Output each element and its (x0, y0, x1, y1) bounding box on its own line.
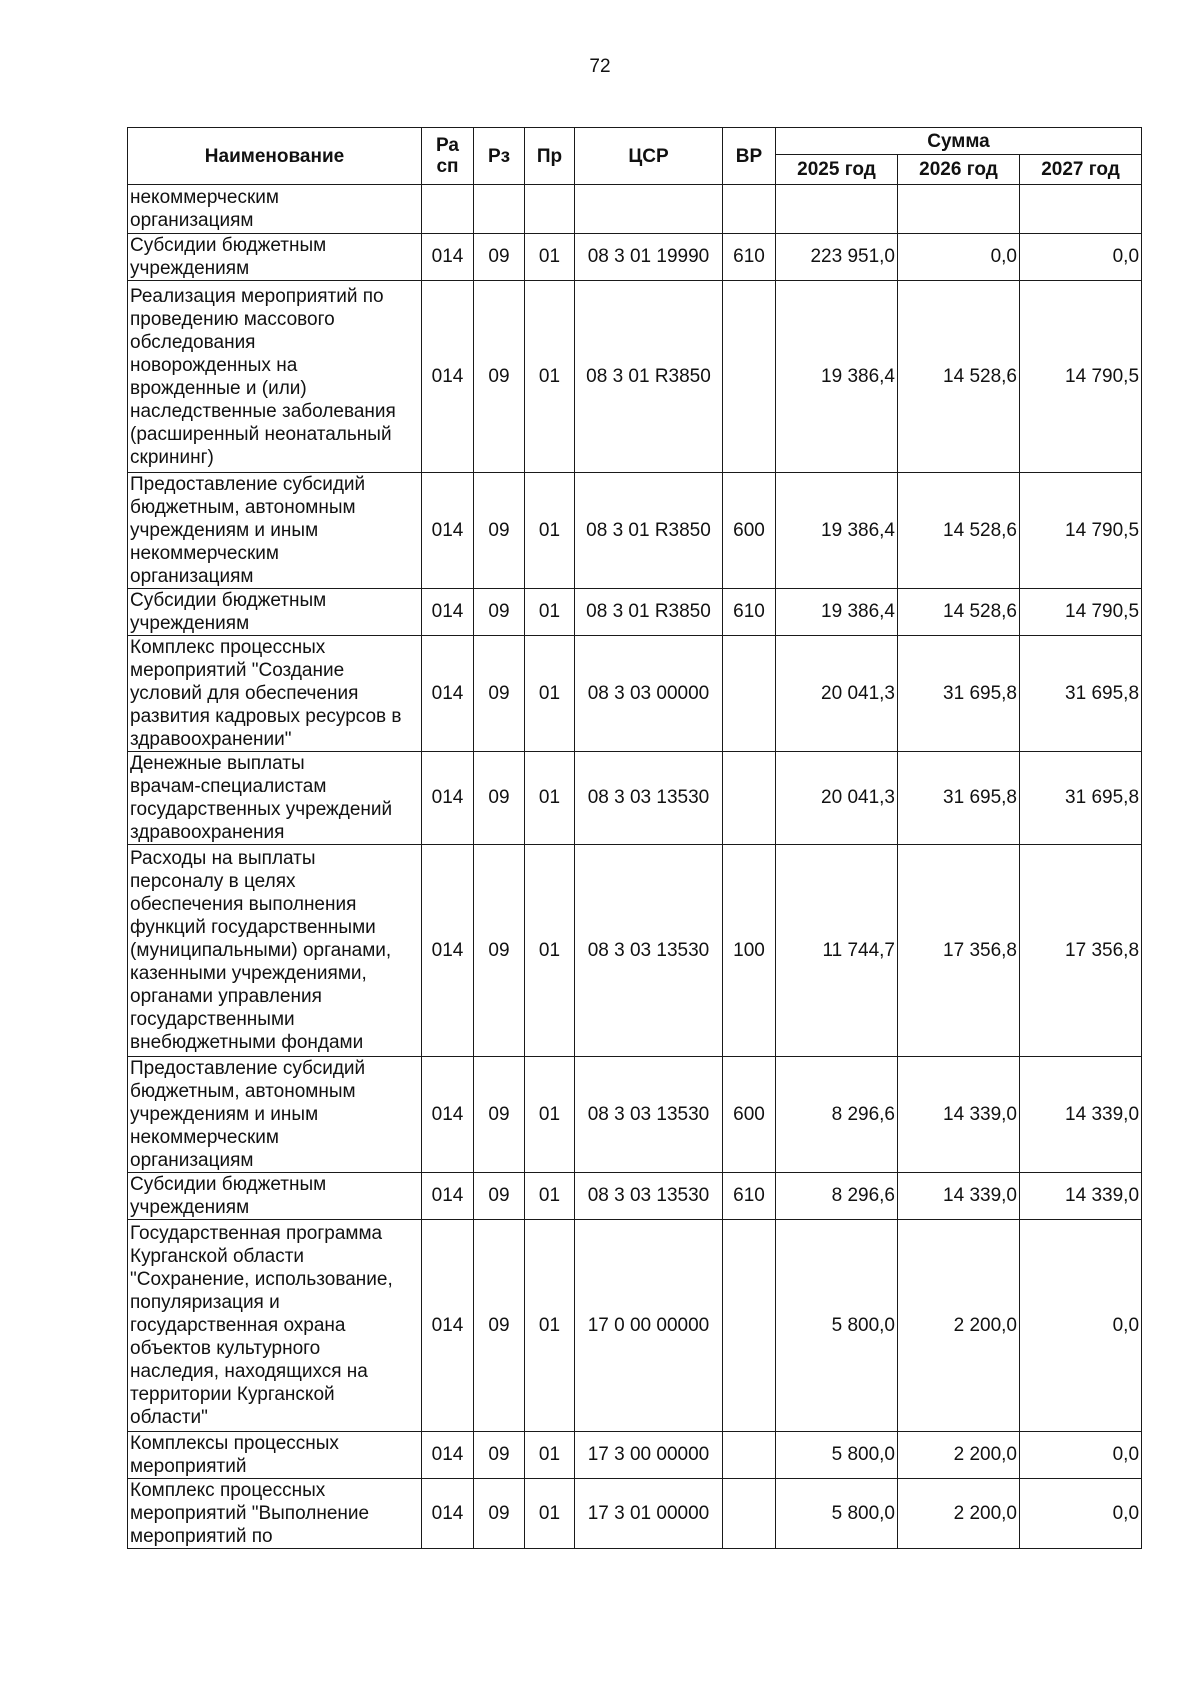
row-vr: 610 (723, 589, 776, 636)
row-vr (723, 1479, 776, 1549)
header-rz: Рз (474, 128, 525, 185)
row-amount-2027: 0,0 (1020, 234, 1142, 281)
row-rasp: 014 (422, 1432, 474, 1479)
row-amount-2025: 20 041,3 (776, 636, 898, 752)
row-vr (723, 185, 776, 234)
row-amount-2027: 31 695,8 (1020, 752, 1142, 845)
row-amount-2026: 14 528,6 (898, 589, 1020, 636)
row-pr: 01 (525, 752, 575, 845)
row-pr: 01 (525, 281, 575, 473)
row-amount-2027: 14 790,5 (1020, 281, 1142, 473)
row-amount-2026: 14 528,6 (898, 281, 1020, 473)
row-vr: 610 (723, 1173, 776, 1220)
table-row (128, 281, 1142, 473)
row-rasp: 014 (422, 1220, 474, 1432)
row-name: Субсидии бюджетным учреждениям (128, 589, 422, 636)
row-name: Комплекс процессных мероприятий "Создание условий для обеспечения развития кадровых ресурсов в здравоохранении" (128, 636, 422, 752)
row-rasp: 014 (422, 473, 474, 589)
row-pr: 01 (525, 1220, 575, 1432)
header-vr: ВР (723, 128, 776, 185)
row-pr: 01 (525, 1057, 575, 1173)
row-rasp: 014 (422, 589, 474, 636)
row-amount-2027: 31 695,8 (1020, 636, 1142, 752)
row-rz: 09 (474, 1057, 525, 1173)
row-name: некоммерческим организациям (128, 185, 422, 234)
row-pr: 01 (525, 589, 575, 636)
header-year-2027: 2027 год (1020, 155, 1142, 185)
row-rasp: 014 (422, 752, 474, 845)
row-rz: 09 (474, 234, 525, 281)
row-amount-2027: 14 339,0 (1020, 1173, 1142, 1220)
row-vr (723, 1432, 776, 1479)
row-rz: 09 (474, 845, 525, 1057)
row-pr: 01 (525, 845, 575, 1057)
header-year-2026: 2026 год (898, 155, 1020, 185)
row-name: Субсидии бюджетным учреждениям (128, 234, 422, 281)
row-amount-2026: 31 695,8 (898, 752, 1020, 845)
row-amount-2027: 14 790,5 (1020, 589, 1142, 636)
row-name: Реализация мероприятий по проведению массового обследования новорожденных на врожденные и (или) наследственные заболевания (расширенный неонатальный скрининг) (128, 281, 422, 473)
row-vr: 100 (723, 845, 776, 1057)
table-row (128, 185, 1142, 234)
table-body (128, 185, 1142, 1549)
row-name: Денежные выплаты врачам-специалистам государственных учреждений здравоохранения (128, 752, 422, 845)
row-name: Государственная программа Курганской области "Сохранение, использование, популяризация и государственная охрана объектов культурного наследия, находящихся на территории Курганской области" (128, 1220, 422, 1432)
row-rz: 09 (474, 281, 525, 473)
row-amount-2025: 223 951,0 (776, 234, 898, 281)
row-amount-2026: 2 200,0 (898, 1479, 1020, 1549)
row-rasp: 014 (422, 1173, 474, 1220)
row-amount-2025: 20 041,3 (776, 752, 898, 845)
header-year-2025: 2025 год (776, 155, 898, 185)
header-csr: ЦСР (575, 128, 723, 185)
header-rasp: Ра сп (422, 128, 474, 185)
row-amount-2027: 14 339,0 (1020, 1057, 1142, 1173)
row-amount-2027 (1020, 185, 1142, 234)
row-name: Комплексы процессных мероприятий (128, 1432, 422, 1479)
row-rasp: 014 (422, 1057, 474, 1173)
row-rasp (422, 185, 474, 234)
row-rz: 09 (474, 636, 525, 752)
row-vr (723, 636, 776, 752)
row-csr: 08 3 01 19990 (575, 234, 723, 281)
row-rasp: 014 (422, 845, 474, 1057)
table-row (128, 636, 1142, 752)
table-row (128, 1220, 1142, 1432)
row-rz (474, 185, 525, 234)
row-name: Предоставление субсидий бюджетным, автономным учреждениям и иным некоммерческим организациям (128, 473, 422, 589)
row-pr (525, 185, 575, 234)
table-row (128, 752, 1142, 845)
table-row (128, 1057, 1142, 1173)
row-amount-2026: 31 695,8 (898, 636, 1020, 752)
row-amount-2026: 2 200,0 (898, 1432, 1020, 1479)
row-amount-2025: 8 296,6 (776, 1173, 898, 1220)
row-csr: 08 3 03 13530 (575, 1173, 723, 1220)
row-csr: 17 3 00 00000 (575, 1432, 723, 1479)
row-pr: 01 (525, 234, 575, 281)
row-amount-2025: 5 800,0 (776, 1432, 898, 1479)
row-amount-2027: 14 790,5 (1020, 473, 1142, 589)
row-amount-2025: 5 800,0 (776, 1479, 898, 1549)
row-amount-2027: 0,0 (1020, 1432, 1142, 1479)
row-name: Комплекс процессных мероприятий "Выполнение мероприятий по (128, 1479, 422, 1549)
row-rz: 09 (474, 589, 525, 636)
table-header (128, 128, 1142, 185)
row-vr (723, 752, 776, 845)
row-name: Предоставление субсидий бюджетным, автономным учреждениям и иным некоммерческим организациям (128, 1057, 422, 1173)
row-csr: 17 0 00 00000 (575, 1220, 723, 1432)
row-csr: 08 3 01 R3850 (575, 589, 723, 636)
row-amount-2027: 17 356,8 (1020, 845, 1142, 1057)
row-pr: 01 (525, 473, 575, 589)
row-amount-2025: 5 800,0 (776, 1220, 898, 1432)
row-amount-2025: 19 386,4 (776, 589, 898, 636)
row-amount-2026: 14 339,0 (898, 1057, 1020, 1173)
row-rz: 09 (474, 473, 525, 589)
row-name: Расходы на выплаты персоналу в целях обеспечения выполнения функций государственными (муниципальными) органами, казенными учреждениями, органами управления государственными внебюджетными фондами (128, 845, 422, 1057)
budget-table (127, 127, 1142, 1549)
row-rasp: 014 (422, 1479, 474, 1549)
row-pr: 01 (525, 1173, 575, 1220)
table-row (128, 589, 1142, 636)
row-vr (723, 281, 776, 473)
header-summa: Сумма (776, 128, 1142, 155)
row-amount-2027: 0,0 (1020, 1220, 1142, 1432)
row-csr: 08 3 01 R3850 (575, 281, 723, 473)
row-csr: 08 3 01 R3850 (575, 473, 723, 589)
row-amount-2026: 2 200,0 (898, 1220, 1020, 1432)
row-csr: 08 3 03 00000 (575, 636, 723, 752)
table-row (128, 234, 1142, 281)
row-amount-2026 (898, 185, 1020, 234)
row-csr (575, 185, 723, 234)
row-amount-2026: 14 528,6 (898, 473, 1020, 589)
page-number: 72 (589, 56, 611, 77)
row-vr: 600 (723, 473, 776, 589)
row-amount-2026: 0,0 (898, 234, 1020, 281)
row-rz: 09 (474, 1173, 525, 1220)
row-rz: 09 (474, 1432, 525, 1479)
row-rz: 09 (474, 1479, 525, 1549)
header-pr: Пр (525, 128, 575, 185)
row-csr: 08 3 03 13530 (575, 1057, 723, 1173)
row-csr: 08 3 03 13530 (575, 752, 723, 845)
row-rasp: 014 (422, 636, 474, 752)
row-rz: 09 (474, 752, 525, 845)
header-name: Наименование (128, 128, 422, 185)
row-amount-2025: 19 386,4 (776, 281, 898, 473)
row-rasp: 014 (422, 234, 474, 281)
row-vr: 610 (723, 234, 776, 281)
row-csr: 08 3 03 13530 (575, 845, 723, 1057)
table-row (128, 473, 1142, 589)
row-amount-2026: 14 339,0 (898, 1173, 1020, 1220)
row-amount-2026: 17 356,8 (898, 845, 1020, 1057)
row-vr (723, 1220, 776, 1432)
row-amount-2025: 19 386,4 (776, 473, 898, 589)
row-rasp: 014 (422, 281, 474, 473)
row-pr: 01 (525, 1432, 575, 1479)
row-pr: 01 (525, 1479, 575, 1549)
row-rz: 09 (474, 1220, 525, 1432)
row-amount-2025: 8 296,6 (776, 1057, 898, 1173)
table-row (128, 845, 1142, 1057)
row-vr: 600 (723, 1057, 776, 1173)
table-row (128, 1173, 1142, 1220)
table-row (128, 1432, 1142, 1479)
row-name: Субсидии бюджетным учреждениям (128, 1173, 422, 1220)
row-amount-2025 (776, 185, 898, 234)
row-amount-2027: 0,0 (1020, 1479, 1142, 1549)
row-amount-2025: 11 744,7 (776, 845, 898, 1057)
table-row (128, 1479, 1142, 1549)
row-pr: 01 (525, 636, 575, 752)
row-csr: 17 3 01 00000 (575, 1479, 723, 1549)
